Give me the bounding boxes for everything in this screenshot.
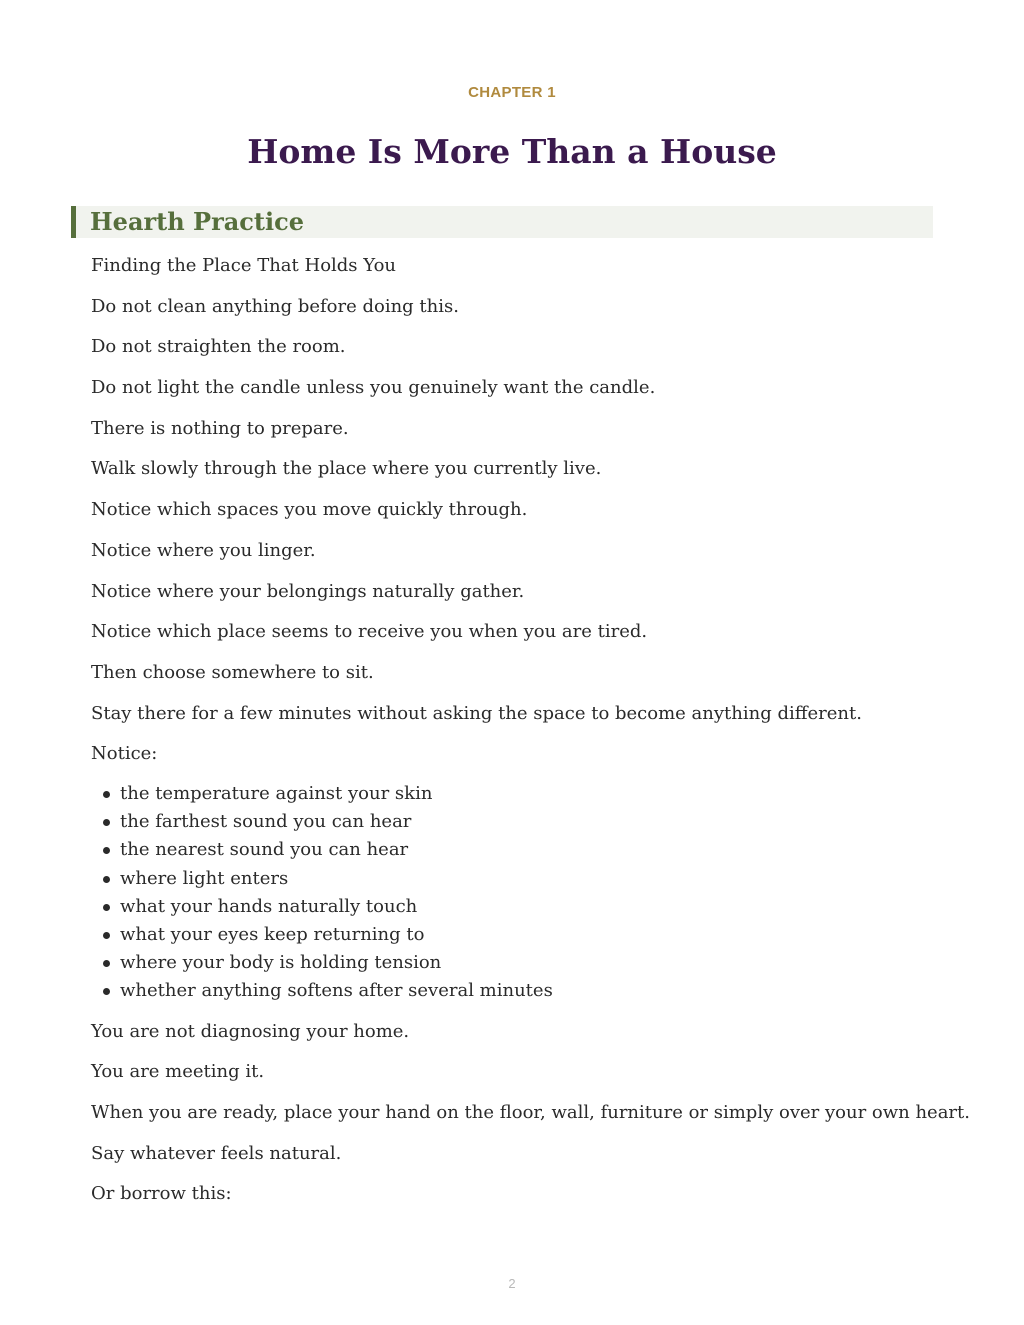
list-item-text: the farthest sound you can hear: [120, 811, 412, 833]
bullet-icon: [103, 932, 110, 939]
bullet-icon: [103, 904, 110, 911]
paragraph: Notice which spaces you move quickly through.: [91, 499, 528, 521]
section-header: [71, 206, 933, 238]
body-text: [91, 254, 970, 1223]
paragraph: Finding the Place That Holds You: [91, 255, 397, 276]
list-item: [91, 949, 941, 977]
chapter-title: Home Is More Than a House: [247, 132, 777, 171]
paragraph: Walk slowly through the place where you currently live.: [91, 458, 602, 480]
list-item: [91, 865, 941, 893]
paragraph: Notice which place seems to receive you when you are tired.: [91, 621, 648, 643]
list-item-text: where light enters: [120, 867, 289, 889]
paragraph: Do not straighten the room.: [91, 336, 346, 358]
bullet-icon: [103, 791, 110, 798]
list-item-text: what your hands naturally touch: [120, 895, 418, 917]
paragraph: Do not clean anything before doing this.: [91, 295, 459, 317]
paragraph: Say whatever feels natural.: [91, 1142, 342, 1164]
paragraph: Notice:: [91, 743, 158, 765]
list-item: [91, 921, 941, 949]
chapter-label: CHAPTER 1: [468, 84, 556, 101]
paragraph: Then choose somewhere to sit.: [91, 661, 374, 683]
list-item-text: whether anything softens after several minutes: [120, 980, 553, 1002]
bullet-list: [91, 780, 941, 1006]
bullet-icon: [103, 988, 110, 995]
list-item-text: where your body is holding tension: [120, 952, 442, 974]
list-item: [91, 808, 941, 836]
bullet-icon: [103, 960, 110, 967]
list-item: [91, 780, 941, 808]
bullet-icon: [103, 819, 110, 826]
list-item: [91, 977, 941, 1005]
paragraph: There is nothing to prepare.: [91, 417, 349, 439]
list-item-text: the temperature against your skin: [120, 782, 433, 804]
list-item: [91, 836, 941, 864]
paragraph: Notice where you linger.: [91, 539, 316, 561]
list-item-text: what your eyes keep returning to: [120, 923, 425, 945]
paragraph: You are not diagnosing your home.: [91, 1020, 410, 1042]
paragraph: You are meeting it.: [91, 1061, 265, 1083]
bullet-icon: [103, 876, 110, 883]
bullet-icon: [103, 847, 110, 854]
paragraph: Do not light the candle unless you genuinely want the candle.: [91, 377, 656, 399]
page-number: 2: [508, 1276, 516, 1291]
paragraph: When you are ready, place your hand on the floor, wall, furniture or simply over your own heart.: [91, 1101, 970, 1123]
list-item-text: the nearest sound you can hear: [120, 839, 409, 861]
list-item: [91, 893, 941, 921]
paragraph: Notice where your belongings naturally gather.: [91, 580, 525, 602]
paragraph: Or borrow this:: [91, 1183, 232, 1205]
section-title: Hearth Practice: [90, 207, 304, 236]
paragraph: Stay there for a few minutes without asking the space to become anything different.: [91, 702, 862, 724]
